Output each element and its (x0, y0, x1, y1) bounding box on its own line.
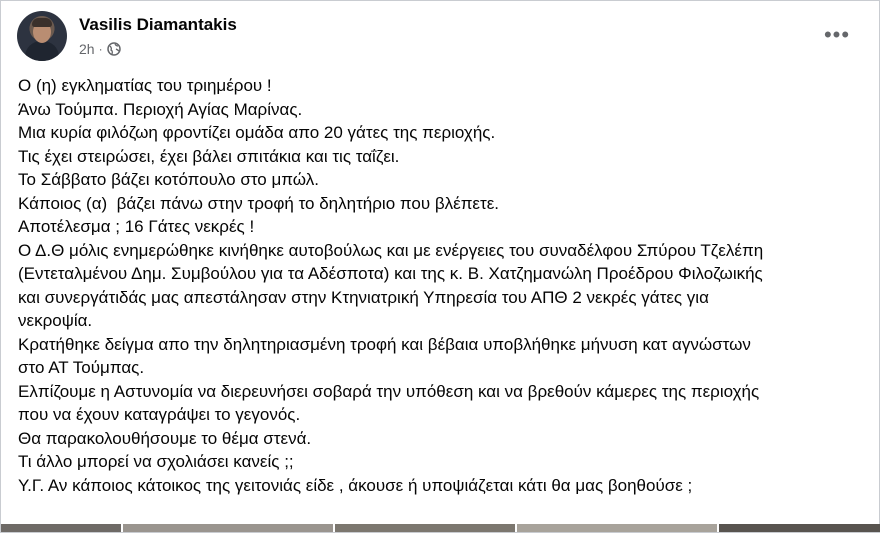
attached-photos-preview[interactable] (1, 524, 880, 532)
post-line: Υ.Γ. Αν κάποιος κάτοικος της γειτονιάς είδε , άκουσε ή υποψιάζεται κάτι θα μας βοηθούσε ; (18, 475, 693, 495)
photo-thumbnail[interactable] (517, 524, 717, 532)
post-time[interactable]: 2h (79, 41, 95, 57)
post-meta (79, 41, 121, 57)
post-line: Κρατήθηκε δείγμα απο την δηλητηριασμένη τροφή και βέβαια υποβλήθηκε μήνυση κατ αγνώστων (18, 334, 751, 354)
globe-icon[interactable] (107, 42, 121, 56)
post-line: στο ΑΤ Τούμπας. (18, 358, 145, 377)
author-name[interactable]: Vasilis Diamantakis (79, 15, 237, 34)
photo-thumbnail[interactable] (1, 524, 121, 532)
post-line: (Εντεταλμένου Δημ. Συμβούλου για τα Αδέσποτα) και της κ. Β. Χατζημανώλη Προέδρου Φιλοζωικής (18, 264, 763, 283)
meta-separator: · (98, 42, 103, 56)
post-header (17, 11, 867, 63)
photo-thumbnail[interactable] (335, 524, 515, 532)
photo-thumbnail[interactable] (123, 524, 333, 532)
author-avatar[interactable] (17, 11, 67, 61)
post-line: Ο (η) εγκληματίας του τριημέρου ! (18, 76, 272, 95)
post-line: Το Σάββατο βάζει κοτόπουλο στο μπώλ. (18, 170, 319, 189)
avatar-suit (25, 41, 59, 61)
post-line: νεκροψία. (18, 311, 93, 330)
more-options-button[interactable]: ••• (823, 22, 851, 47)
post-line: Κάποιος (α) βάζει πάνω στην τροφή το δηλητήριο που βλέπετε. (18, 193, 500, 213)
post-line: που να έχουν καταγράψει το γεγονός. (18, 405, 301, 424)
post-line: Ο Δ.Θ μόλις ενημερώθηκε κινήθηκε αυτοβούλως και με ενέργειες του συναδέλφου Σπύρου Τζελέπη (18, 240, 764, 260)
post-line: Τι άλλο μπορεί να σχολιάσει κανείς ;; (18, 452, 294, 471)
post-line: Άνω Τούμπα. Περιοχή Αγίας Μαρίνας. (18, 99, 303, 119)
post-line: Αποτέλεσμα ; 16 Γάτες νεκρές ! (18, 217, 255, 236)
post-text (18, 74, 868, 497)
photo-thumbnail[interactable] (719, 524, 880, 532)
post-line: Μια κυρία φιλόζωη φροντίζει ομάδα απο 20 γάτες της περιοχής. (18, 123, 496, 142)
post-line: Θα παρακολουθήσουμε το θέμα στενά. (18, 428, 312, 448)
post-line: Τις έχει στειρώσει, έχει βάλει σπιτάκια και τις ταΐζει. (18, 146, 400, 166)
post-line: και συνεργάτιδάς μας απεστάλησαν στην Κτηνιατρική Υπηρεσία του ΑΠΘ 2 νεκρές γάτες για (18, 287, 709, 307)
post-line: Ελπίζουμε η Αστυνομία να διερευνήσει σοβαρά την υπόθεση και να βρεθούν κάμερες της περιοχής (18, 381, 760, 401)
avatar-hair (32, 18, 52, 27)
